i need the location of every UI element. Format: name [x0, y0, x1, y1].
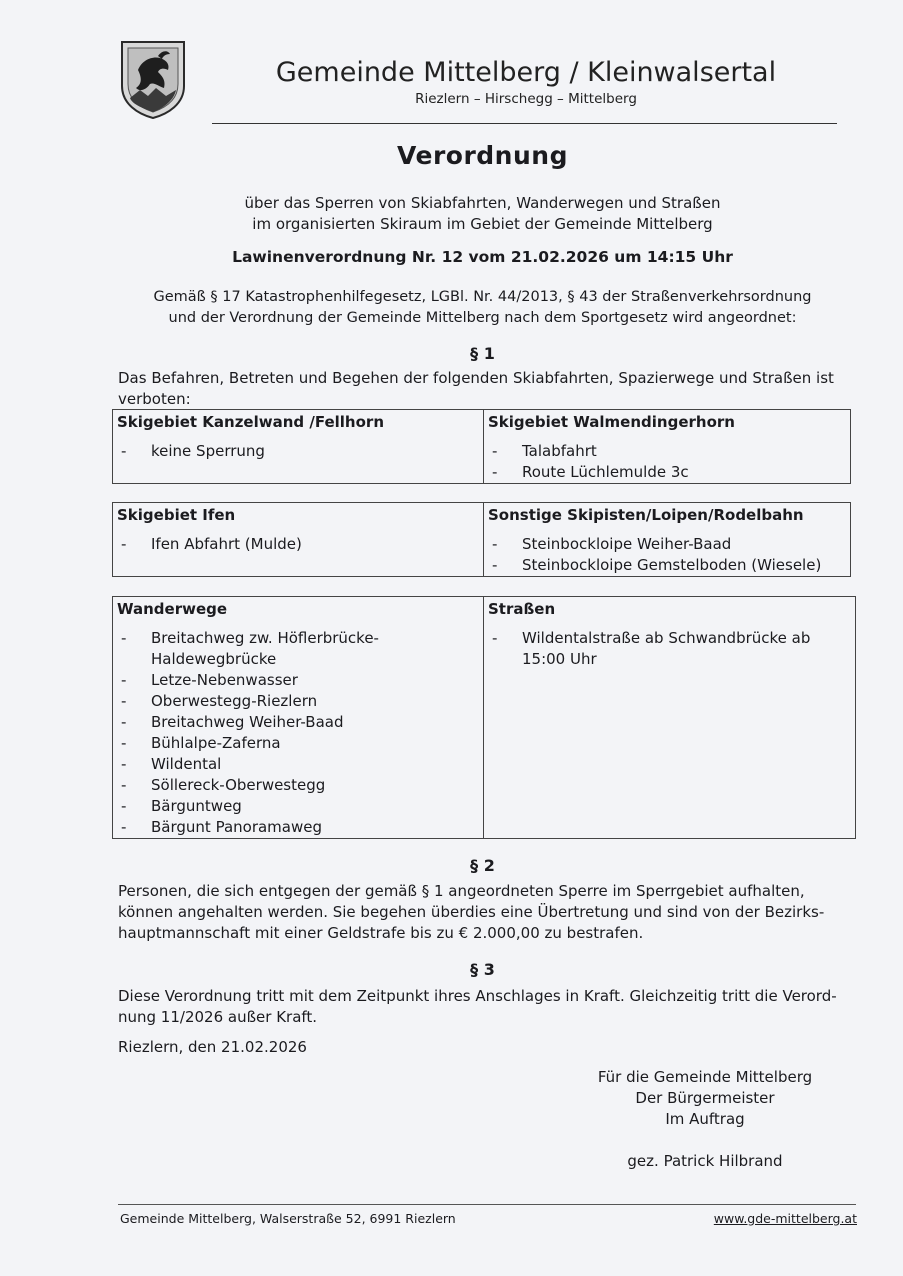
table-cell-ifen — [113, 503, 484, 577]
closure-list — [488, 441, 846, 483]
closure-table-3 — [112, 596, 856, 839]
list-item: - Talabfahrt — [488, 441, 846, 462]
signature-line2: Der Bürgermeister — [635, 1089, 775, 1107]
list-item: - Söllereck-Oberwestegg — [117, 775, 397, 796]
list-item: - keine Sperrung — [117, 441, 479, 462]
list-item: - Route Lüchlemulde 3c — [488, 462, 846, 483]
footer-website-link[interactable]: www.gde-mittelberg.at — [713, 1211, 857, 1226]
section1-heading: § 1 — [470, 344, 495, 363]
area-title: Skigebiet Walmendingerhorn — [488, 413, 735, 431]
decree-number: Lawinenverordnung Nr. 12 vom 21.02.2026 um 14:15 Uhr — [232, 248, 733, 266]
area-title: Straßen — [488, 600, 556, 618]
closure-list — [117, 534, 479, 555]
document-subtitle-line1: über das Sperren von Skiabfahrten, Wanderwegen und Straßen — [244, 194, 721, 212]
municipality-villages: Riezlern – Hirschegg – Mittelberg — [415, 91, 637, 107]
list-item: - Breitachweg Weiher-Baad — [117, 712, 397, 733]
list-item: - Oberwestegg-Riezlern — [117, 691, 397, 712]
area-title: Sonstige Skipisten/Loipen/Rodelbahn — [488, 506, 804, 524]
area-title: Wanderwege — [117, 600, 228, 618]
section3-heading: § 3 — [470, 960, 495, 979]
table-cell-strassen — [484, 597, 856, 839]
list-item: - Steinbockloipe Gemstelboden (Wiesele) — [488, 555, 846, 576]
place-and-date: Riezlern, den 21.02.2026 — [118, 1038, 307, 1056]
section3-text: Diese Verordnung tritt mit dem Zeitpunkt ihres Anschlages in Kraft. Gleichzeitig tritt die Verord-nung 11/2026 außer Kraft. — [118, 987, 837, 1026]
list-item: - Bärguntweg — [117, 796, 397, 817]
list-item: - Letze-Nebenwasser — [117, 670, 397, 691]
list-item: - Wildental — [117, 754, 397, 775]
closure-list — [117, 628, 397, 838]
municipality-name: Gemeinde Mittelberg / Kleinwalsertal — [275, 57, 777, 88]
document-subtitle-line2: im organisierten Skiraum im Gebiet der Gemeinde Mittelberg — [252, 215, 713, 233]
list-item: - Bühlalpe-Zaferna — [117, 733, 397, 754]
closure-list — [117, 441, 479, 462]
footer-address: Gemeinde Mittelberg, Walserstraße 52, 6991 Riezlern — [120, 1211, 456, 1226]
list-item: - Steinbockloipe Weiher-Baad — [488, 534, 846, 555]
document-title: Verordnung — [397, 141, 568, 170]
footer-divider — [118, 1204, 856, 1205]
signature-line3: Im Auftrag — [665, 1110, 745, 1128]
list-item: - Wildentalstraße ab Schwandbrücke ab 15:00 Uhr — [488, 628, 818, 670]
list-item: - Bärgunt Panoramaweg — [117, 817, 397, 838]
closure-list — [488, 534, 846, 576]
area-title: Skigebiet Kanzelwand /Fellhorn — [117, 413, 384, 431]
closure-list — [488, 628, 818, 670]
area-title: Skigebiet Ifen — [117, 506, 236, 524]
signatory-name: gez. Patrick Hilbrand — [627, 1152, 783, 1170]
table-cell-walmendingerhorn — [484, 410, 851, 484]
list-item: - Ifen Abfahrt (Mulde) — [117, 534, 479, 555]
section2-heading: § 2 — [470, 856, 495, 875]
closure-table-2 — [112, 502, 851, 577]
signature-line1: Für die Gemeinde Mittelberg — [597, 1068, 813, 1086]
table-cell-wanderwege — [113, 597, 484, 839]
table-cell-kanzelwand — [113, 410, 484, 484]
header-divider — [212, 123, 837, 124]
list-item: - Breitachweg zw. Höflerbrücke-Haldewegbrücke — [117, 628, 397, 670]
section2-text: Personen, die sich entgegen der gemäß § 1 angeordneten Sperre im Sperrgebiet aufhalten, können angehalten werden. Sie begehen überdies eine Übertretung und sind von der Bezirks-hauptmannschaft mit einer Geldstrafe bis zu € 2.000,00 zu bestrafen. — [118, 882, 825, 942]
legal-basis-line2: und der Verordnung der Gemeinde Mittelberg nach dem Sportgesetz wird angeordnet: — [168, 310, 797, 326]
table-cell-sonstige — [484, 503, 851, 577]
legal-basis-line1: Gemäß § 17 Katastrophenhilfegesetz, LGBl. Nr. 44/2013, § 43 der Straßenverkehrsordnung — [153, 289, 812, 305]
section1-intro: Das Befahren, Betreten und Begehen der folgenden Skiabfahrten, Spazierwege und Straßen ist verboten: — [118, 369, 834, 408]
closure-table-1 — [112, 409, 851, 484]
